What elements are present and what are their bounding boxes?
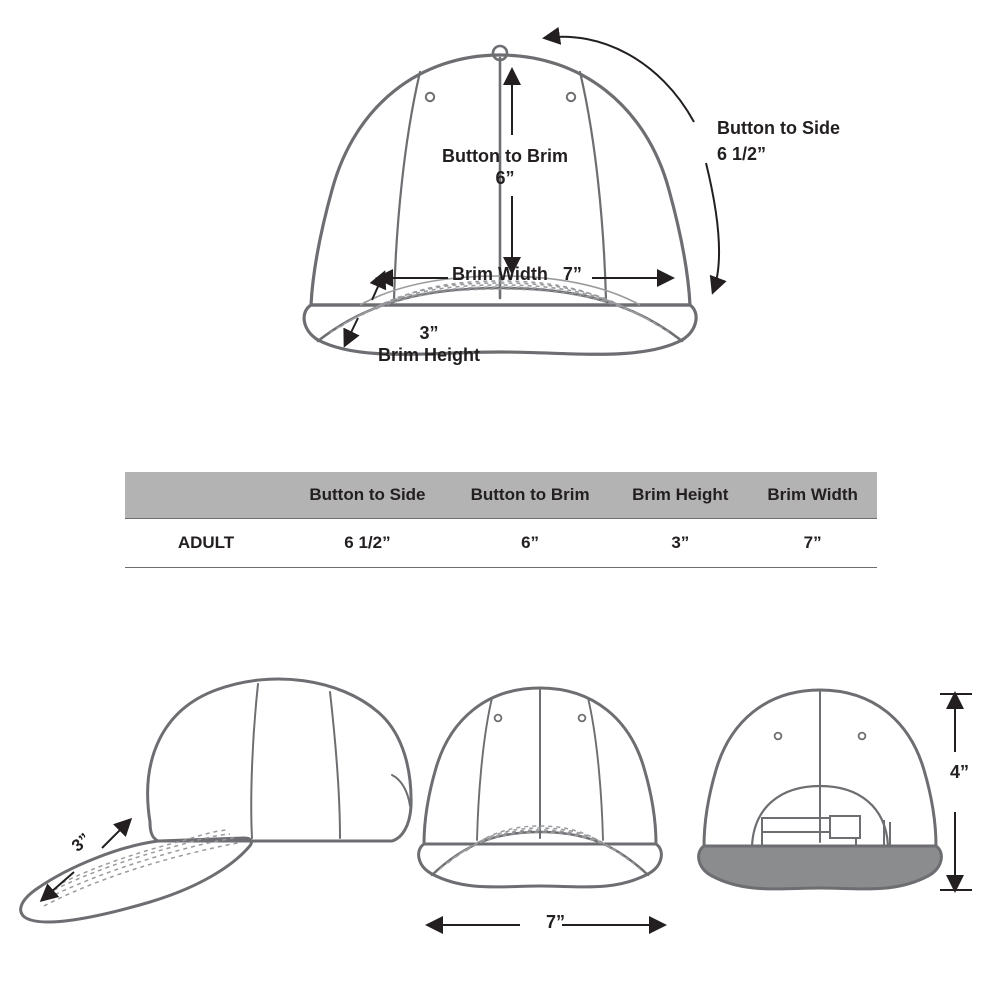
table-header-button-to-side: Button to Side <box>287 472 448 519</box>
back-closure-strap <box>762 816 890 846</box>
table-header-brim-height: Brim Height <box>612 472 748 519</box>
label-side-brim-height: 3” <box>68 829 94 856</box>
table-header-button-to-brim: Button to Brim <box>448 472 612 519</box>
button-to-side-text: Button to Side <box>717 118 840 138</box>
label-front-brim-width: 7” <box>546 912 566 932</box>
brim-width-value: 7” <box>562 264 582 284</box>
table-cell-brim-height: 3” <box>612 519 748 568</box>
back-brim-filled <box>699 846 942 889</box>
back-height-arrow <box>940 694 972 890</box>
button-to-brim-value: 6” <box>495 167 515 188</box>
brim-height-value: 3” <box>419 323 439 343</box>
table-cell-brim-width: 7” <box>748 519 877 568</box>
brim-width-text: Brim Width <box>452 264 548 284</box>
cap-back-view <box>704 690 936 846</box>
label-back-height: 4” <box>950 762 970 782</box>
brim-height-text: Brim Height <box>378 344 481 365</box>
button-to-side-value: 6 1/2” <box>717 143 767 164</box>
table-cell-button-to-brim: 6” <box>448 519 612 568</box>
table-row-label: ADULT <box>125 519 287 568</box>
table-header-brim-width: Brim Width <box>748 472 877 519</box>
cap-side-view <box>21 679 411 922</box>
button-to-brim-text: Button to Brim <box>442 146 568 166</box>
table-cell-button-to-side: 6 1/2” <box>287 519 448 568</box>
